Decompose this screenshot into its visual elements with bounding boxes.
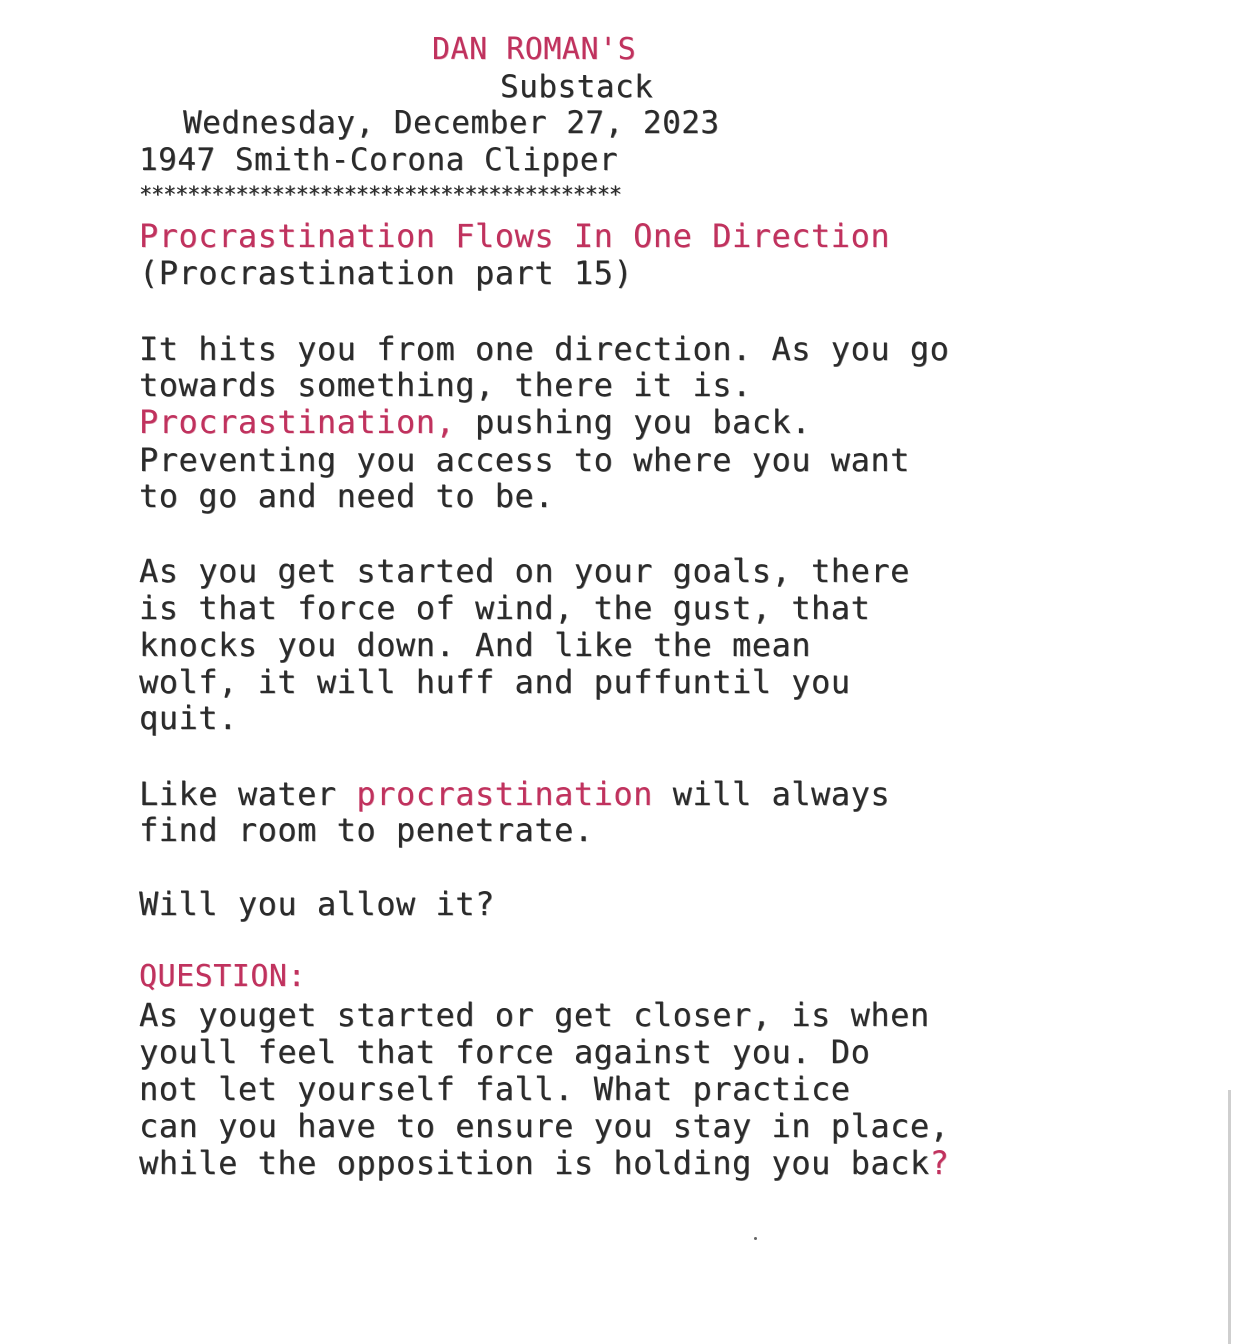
ink-speck xyxy=(754,1237,757,1240)
q-line5-start: while the opposition is holding you back xyxy=(139,1144,930,1182)
p1-line5: to go and need to be. xyxy=(139,477,555,515)
p3-line2: find room to penetrate. xyxy=(139,811,594,849)
p1-line3-red: Procrastination, xyxy=(139,403,456,441)
p3-line1-red: procrastination xyxy=(356,775,653,813)
q-line4: can you have to ensure you stay in place, xyxy=(139,1107,950,1145)
p3-line1-start: Like water xyxy=(139,775,357,813)
q-line2: youll feel that force against you. Do xyxy=(139,1033,871,1071)
author-heading: DAN ROMAN'S xyxy=(432,32,637,67)
p2-line3: knocks you down. And like the mean xyxy=(139,626,812,664)
p1-line3-rest: pushing you back. xyxy=(455,403,812,441)
date-line: Wednesday, December 27, 2023 xyxy=(183,105,720,141)
article-title: Procrastination Flows In One Direction xyxy=(139,217,891,255)
p1-line3 xyxy=(139,404,811,440)
p2-line2: is that force of wind, the gust, that xyxy=(139,589,871,627)
q-line3: not let yourself fall. What practice xyxy=(139,1070,851,1108)
p2-line4: wolf, it will huff and puffuntil you xyxy=(139,663,851,701)
article-subtitle: (Procrastination part 15) xyxy=(139,254,634,292)
q-line5 xyxy=(139,1145,949,1181)
q-line5-red: ? xyxy=(929,1144,950,1182)
p1-line4: Preventing you access to where you want xyxy=(139,441,910,479)
p3-line1 xyxy=(139,776,890,812)
page-edge-shadow xyxy=(1228,1090,1231,1344)
p1-line2: towards something, there it is. xyxy=(139,366,752,404)
p3-line1-end: will always xyxy=(652,775,891,813)
p4-line1: Will you allow it? xyxy=(139,885,495,923)
publication-name: Substack xyxy=(500,69,654,105)
p2-line5: quit. xyxy=(139,699,238,737)
p1-line1: It hits you from one direction. As you go xyxy=(139,330,950,368)
p2-line1: As you get started on your goals, there xyxy=(139,552,910,590)
separator-line: **************************************** xyxy=(139,183,621,208)
question-label: QUESTION: xyxy=(139,959,307,994)
typewriter-line: 1947 Smith-Corona Clipper xyxy=(139,142,619,178)
q-line1: As youget started or get closer, is when xyxy=(139,996,930,1034)
